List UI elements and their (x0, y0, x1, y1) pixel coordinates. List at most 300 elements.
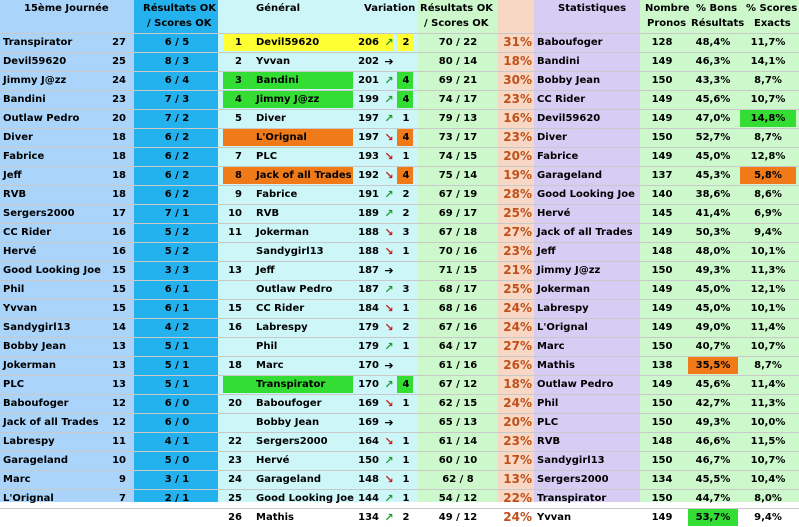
general-rank: 13 (228, 265, 242, 276)
header-row (0, 0, 799, 33)
stats-bons-pct: 42,7% (695, 398, 731, 409)
journee-player-name: PLC (3, 379, 25, 390)
stats-pronos-count: 149 (651, 512, 673, 523)
general-rank: 22 (228, 436, 242, 447)
general-player-name: Jeff (256, 265, 275, 276)
stats-bons-pct: 50,3% (695, 227, 731, 238)
general-exact-pct: 18% (503, 377, 532, 391)
stats-bons-pct: 44,7% (695, 493, 731, 504)
variation-value (400, 356, 412, 375)
general-exact-pct: 27% (503, 225, 532, 239)
general-points: 169 (358, 398, 379, 409)
stats-exacts-pct: 9,4% (754, 227, 782, 238)
general-exact-pct: 16% (503, 111, 532, 125)
general-rank: 2 (235, 56, 242, 67)
variation-arrow: ↗ (384, 93, 394, 106)
stats-player-name: Marc (537, 341, 565, 352)
journee-player-name: Marc (3, 474, 31, 485)
stats-bons-pct: 45,5% (695, 474, 731, 485)
stats-pronos-count: 128 (651, 37, 673, 48)
journee-results-ok: 6 / 2 (164, 189, 190, 200)
stats-pronos-count: 149 (651, 56, 673, 67)
general-exact-pct: 17% (503, 453, 532, 467)
general-exact-pct: 19% (503, 168, 532, 182)
variation-value: 4 (402, 132, 410, 143)
stats-exacts-pct: 8,7% (754, 360, 782, 371)
general-results-ok: 74 / 17 (438, 94, 478, 105)
journee-results-header-1: Résultats OK (143, 3, 216, 14)
general-rank: 10 (228, 208, 242, 219)
general-rank: 4 (235, 94, 242, 105)
journee-results-ok: 6 / 0 (164, 398, 190, 409)
variation-arrow: ↘ (384, 131, 394, 144)
variation-arrow: ↗ (384, 340, 394, 353)
journee-points (98, 508, 126, 527)
table-row (0, 508, 799, 527)
stats-bons-pct: 48,0% (695, 246, 731, 257)
general-player-name: Bandini (256, 75, 299, 86)
general-rank: 9 (235, 189, 242, 200)
general-exact-pct: 26% (503, 358, 532, 372)
variation-arrow: ↘ (384, 150, 394, 163)
general-exact-pct: 28% (503, 187, 532, 201)
table-row (0, 413, 799, 432)
general-exact-pct: 30% (503, 73, 532, 87)
journee-results-ok: 7 / 1 (164, 208, 190, 219)
stats-pronos-count: 138 (651, 360, 673, 371)
general-points: 188 (358, 227, 379, 238)
variation-value: 4 (402, 94, 410, 105)
stats-bons-pct: 53,7% (695, 512, 731, 523)
table-row (0, 318, 799, 337)
variation-value: 1 (402, 455, 410, 466)
stats-bons-pct: 46,6% (695, 436, 731, 447)
general-player-name: Phil (256, 341, 278, 352)
table-row (0, 451, 799, 470)
stats-pronos-count: 149 (651, 284, 673, 295)
table-row (0, 166, 799, 185)
general-exact-pct: 24% (503, 320, 532, 334)
stats-bons-pct: 46,3% (695, 56, 731, 67)
stats-bons-pct: 52,7% (695, 132, 731, 143)
general-rank (220, 242, 242, 261)
variation-value: 1 (402, 474, 410, 485)
general-results-ok: 68 / 16 (438, 303, 478, 314)
journee-player-name: Good Looking Joe (3, 265, 101, 276)
general-results-ok: 70 / 16 (438, 246, 478, 257)
stats-pronos-count: 149 (651, 379, 673, 390)
stats-exacts-pct: 10,1% (750, 246, 786, 257)
pronos-header: Pronos (647, 18, 687, 29)
journee-results-ok: 6 / 2 (164, 132, 190, 143)
stats-exacts-pct: 14,8% (750, 113, 786, 124)
stats-player-name: Phil (537, 398, 559, 409)
variation-value: 1 (402, 151, 410, 162)
journee-points: 13 (112, 341, 126, 352)
variation-arrow: ➔ (384, 359, 394, 372)
journee-player-name: Hervé (3, 246, 37, 257)
journee-points: 9 (119, 474, 126, 485)
general-rank: 23 (228, 455, 242, 466)
variation-arrow: ↘ (384, 397, 394, 410)
table-row (0, 52, 799, 71)
journee-results-ok: 5 / 0 (164, 455, 190, 466)
stats-player-name: Sergers2000 (537, 474, 609, 485)
general-points: 184 (358, 303, 379, 314)
table-row (0, 394, 799, 413)
stats-player-name: Diver (537, 132, 567, 143)
general-rank: 3 (235, 75, 242, 86)
journee-results-ok: 5 / 2 (164, 246, 190, 257)
journee-results-ok (140, 508, 214, 527)
general-points: 179 (358, 341, 379, 352)
variation-arrow: ↗ (384, 36, 394, 49)
stats-header: Statistiques (558, 3, 627, 14)
general-rank (220, 337, 242, 356)
stats-exacts-pct: 11,4% (750, 322, 786, 333)
stats-bons-pct: 41,4% (695, 208, 731, 219)
journee-player-name: Labrespy (3, 436, 55, 447)
general-points: 170 (358, 379, 379, 390)
general-rank (220, 280, 242, 299)
variation-value: 2 (402, 208, 410, 219)
general-points: 148 (358, 474, 379, 485)
stats-pronos-count: 149 (651, 303, 673, 314)
stats-player-name: L'Orignal (537, 322, 588, 333)
journee-points: 18 (112, 170, 126, 181)
journee-points: 13 (112, 360, 126, 371)
journee-results-ok: 6 / 2 (164, 151, 190, 162)
exacts-header-1: % Scores (746, 3, 798, 14)
general-rank: 24 (228, 474, 242, 485)
stats-pronos-count: 150 (651, 75, 673, 86)
variation-arrow: ↗ (384, 492, 394, 505)
variation-value: 2 (402, 189, 410, 200)
general-points: 193 (358, 151, 379, 162)
journee-points: 7 (119, 493, 126, 504)
variation-value: 3 (402, 227, 410, 238)
variation-arrow: ↘ (384, 321, 394, 334)
general-exact-pct: 23% (503, 244, 532, 258)
general-player-name: Marc (256, 360, 284, 371)
stats-bons-pct: 45,0% (695, 151, 731, 162)
variation-value: 3 (402, 284, 410, 295)
stats-exacts-pct: 8,7% (754, 75, 782, 86)
stats-pronos-count: 149 (651, 113, 673, 124)
general-points: 164 (358, 436, 379, 447)
stats-exacts-pct: 10,7% (750, 455, 786, 466)
stats-exacts-pct: 10,7% (750, 341, 786, 352)
journee-points: 11 (112, 436, 126, 447)
variation-value (400, 52, 412, 71)
general-results-ok: 64 / 17 (438, 341, 478, 352)
variation-value (400, 413, 412, 432)
stats-pronos-count: 140 (651, 189, 673, 200)
general-rank: 7 (235, 151, 242, 162)
variation-header: Variation (364, 3, 416, 14)
exacts-header-2: Exacts (754, 18, 791, 29)
bons-header-2: Résultats (691, 18, 745, 29)
general-results-ok: 62 / 15 (438, 398, 478, 409)
journee-results-ok: 4 / 2 (164, 322, 190, 333)
general-results-ok: 79 / 13 (438, 113, 478, 124)
table-row (0, 71, 799, 90)
general-rank (220, 413, 242, 432)
stats-bons-pct: 45,0% (695, 284, 731, 295)
general-points: 192 (358, 170, 379, 181)
general-exact-pct: 23% (503, 130, 532, 144)
journee-results-ok: 5 / 1 (164, 360, 190, 371)
stats-bons-pct: 45,0% (695, 303, 731, 314)
general-player-name: RVB (256, 208, 280, 219)
journee-player-name: RVB (3, 189, 27, 200)
stats-player-name: Labrespy (537, 303, 589, 314)
journee-player-name: Jeff (3, 170, 22, 181)
journee-player-name: Diver (3, 132, 33, 143)
general-results-ok: 75 / 14 (438, 170, 478, 181)
stats-player-name: Devil59620 (537, 113, 601, 124)
variation-arrow: ↗ (384, 511, 394, 524)
general-player-name: Outlaw Pedro (256, 284, 333, 295)
general-player-name: Sergers2000 (256, 436, 328, 447)
journee-player-name: Outlaw Pedro (3, 113, 80, 124)
stats-player-name: Baboufoger (537, 37, 603, 48)
bons-header-1: % Bons (696, 3, 738, 14)
general-rank: 25 (228, 493, 242, 504)
general-results-ok: 54 / 12 (438, 493, 478, 504)
general-rank: 5 (235, 113, 242, 124)
general-exact-pct: 24% (503, 396, 532, 410)
general-exact-pct: 31% (503, 35, 532, 49)
table-row (0, 33, 799, 52)
general-points: 199 (358, 94, 379, 105)
general-results-ok: 61 / 16 (438, 360, 478, 371)
general-results-header-2: / Scores OK (424, 18, 489, 29)
general-rank (220, 375, 242, 394)
general-rank: 26 (228, 512, 242, 523)
general-exact-pct: 27% (503, 339, 532, 353)
general-results-ok: 70 / 22 (438, 37, 478, 48)
general-results-ok: 73 / 17 (438, 132, 478, 143)
stats-exacts-pct: 11,7% (750, 37, 786, 48)
stats-exacts-pct: 11,4% (750, 379, 786, 390)
general-results-ok: 74 / 15 (438, 151, 478, 162)
stats-exacts-pct: 11,3% (750, 265, 786, 276)
stats-bons-pct: 35,5% (695, 360, 731, 371)
general-points: 202 (358, 56, 379, 67)
stats-exacts-pct: 12,1% (750, 284, 786, 295)
stats-pronos-count: 150 (651, 341, 673, 352)
variation-arrow: ↗ (384, 454, 394, 467)
general-points: 197 (358, 132, 379, 143)
stats-exacts-pct: 8,7% (754, 132, 782, 143)
journee-player-name: Yvvan (3, 303, 38, 314)
journee-points: 24 (112, 75, 126, 86)
journee-results-ok: 6 / 5 (164, 37, 190, 48)
general-results-ok: 80 / 14 (438, 56, 478, 67)
journee-points: 18 (112, 132, 126, 143)
general-results-ok: 67 / 16 (438, 322, 478, 333)
general-points: 179 (358, 322, 379, 333)
general-player-name: Hervé (256, 455, 290, 466)
general-results-ok: 69 / 21 (438, 75, 478, 86)
stats-exacts-pct: 10,1% (750, 303, 786, 314)
general-results-ok: 62 / 8 (442, 474, 474, 485)
stats-bons-pct: 40,7% (695, 341, 731, 352)
journee-player-name: Jack of all Trades (3, 417, 99, 428)
general-points: 206 (358, 37, 379, 48)
general-points: 191 (358, 189, 379, 200)
stats-player-name: Hervé (537, 208, 571, 219)
stats-player-name: Sandygirl13 (537, 455, 605, 466)
variation-arrow: ↘ (384, 169, 394, 182)
general-rank: 11 (228, 227, 242, 238)
table-row (0, 242, 799, 261)
general-rank: 8 (235, 170, 242, 181)
journee-results-ok: 6 / 2 (164, 170, 190, 181)
table-row (0, 489, 799, 508)
stats-pronos-count: 150 (651, 265, 673, 276)
variation-arrow: ↗ (384, 378, 394, 391)
stats-pronos-count: 150 (651, 132, 673, 143)
general-points: 197 (358, 113, 379, 124)
general-results-ok: 68 / 17 (438, 284, 478, 295)
general-exact-pct: 25% (503, 206, 532, 220)
stats-bons-pct: 49,0% (695, 322, 731, 333)
variation-value: 1 (402, 246, 410, 257)
general-exact-pct: 23% (503, 92, 532, 106)
general-player-name: Yvvan (256, 56, 291, 67)
journee-points: 15 (112, 303, 126, 314)
journee-points: 23 (112, 94, 126, 105)
general-player-name: Baboufoger (256, 398, 322, 409)
journee-points: 17 (112, 208, 126, 219)
general-results-ok: 67 / 19 (438, 189, 478, 200)
variation-value: 2 (402, 37, 410, 48)
journee-player-name: Garageland (3, 455, 69, 466)
stats-pronos-count: 148 (651, 436, 673, 447)
journee-points: 15 (112, 284, 126, 295)
general-results-ok: 69 / 17 (438, 208, 478, 219)
journee-points: 20 (112, 113, 126, 124)
variation-arrow: ↗ (384, 74, 394, 87)
journee-points: 15 (112, 265, 126, 276)
table-row (0, 223, 799, 242)
general-results-ok: 67 / 12 (438, 379, 478, 390)
stats-exacts-pct: 10,7% (750, 94, 786, 105)
journee-results-ok: 6 / 1 (164, 303, 190, 314)
journee-results-ok: 5 / 1 (164, 379, 190, 390)
stats-player-name: Jack of all Trades (537, 227, 633, 238)
stats-exacts-pct: 11,5% (750, 436, 786, 447)
general-results-ok: 67 / 18 (438, 227, 478, 238)
stats-player-name: Outlaw Pedro (537, 379, 614, 390)
journee-results-ok: 5 / 1 (164, 341, 190, 352)
journee-results-ok: 2 / 1 (164, 493, 190, 504)
stats-pronos-count: 149 (651, 151, 673, 162)
variation-arrow: ↘ (384, 302, 394, 315)
variation-arrow: ➔ (384, 264, 394, 277)
variation-arrow: ↗ (384, 283, 394, 296)
general-results-ok: 49 / 12 (438, 512, 478, 523)
stats-exacts-pct: 11,3% (750, 398, 786, 409)
table-row (0, 280, 799, 299)
stats-bons-pct: 38,6% (695, 189, 731, 200)
journee-player-name: L'Orignal (3, 493, 54, 504)
journee-player-name (3, 508, 113, 527)
stats-bons-pct: 47,0% (695, 113, 731, 124)
stats-player-name: CC Rider (537, 94, 586, 105)
variation-value: 2 (402, 512, 410, 523)
stats-pronos-count: 148 (651, 246, 673, 257)
stats-bons-pct: 48,4% (695, 37, 731, 48)
variation-value: 1 (402, 398, 410, 409)
journee-results-header-2: / Scores OK (147, 18, 212, 29)
stats-player-name: Jeff (537, 246, 556, 257)
general-exact-pct: 13% (503, 472, 532, 486)
variation-arrow: ↘ (384, 435, 394, 448)
stats-pronos-count: 150 (651, 493, 673, 504)
journee-results-ok: 7 / 2 (164, 113, 190, 124)
general-exact-pct: 18% (503, 54, 532, 68)
general-player-name: Labrespy (256, 322, 308, 333)
variation-arrow: ↗ (384, 112, 394, 125)
general-points: 187 (358, 265, 379, 276)
journee-player-name: Sandygirl13 (3, 322, 71, 333)
general-exact-pct: 20% (503, 149, 532, 163)
general-results-header-1: Résultats OK (420, 3, 493, 14)
stats-player-name: Bandini (537, 56, 580, 67)
stats-player-name: RVB (537, 436, 561, 447)
variation-value: 1 (402, 113, 410, 124)
general-points: 189 (358, 208, 379, 219)
stats-pronos-count: 149 (651, 322, 673, 333)
table-row (0, 375, 799, 394)
stats-pronos-count: 149 (651, 94, 673, 105)
general-points: 150 (358, 455, 379, 466)
general-points: 169 (358, 417, 379, 428)
general-results-ok: 65 / 13 (438, 417, 478, 428)
stats-bons-pct: 49,3% (695, 417, 731, 428)
journee-points: 18 (112, 189, 126, 200)
journee-results-ok: 7 / 3 (164, 94, 190, 105)
general-player-name: CC Rider (256, 303, 305, 314)
variation-arrow: ➔ (384, 416, 394, 429)
journee-player-name: Bandini (3, 94, 46, 105)
journee-results-ok: 6 / 4 (164, 75, 190, 86)
journee-points: 16 (112, 227, 126, 238)
stats-player-name: PLC (537, 417, 559, 428)
stats-bons-pct: 45,3% (695, 170, 731, 181)
variation-value: 4 (402, 379, 410, 390)
stats-player-name: Mathis (537, 360, 575, 371)
table-row (0, 470, 799, 489)
general-points: 187 (358, 284, 379, 295)
general-rank: 20 (228, 398, 242, 409)
variation-value (400, 261, 412, 280)
stats-bons-pct: 46,7% (695, 455, 731, 466)
stats-exacts-pct: 8,6% (754, 189, 782, 200)
journee-results-ok: 8 / 3 (164, 56, 190, 67)
variation-value: 4 (402, 170, 410, 181)
journee-points: 14 (112, 322, 126, 333)
general-results-ok: 71 / 15 (438, 265, 478, 276)
stats-player-name: Jokerman (537, 284, 590, 295)
variation-value: 1 (402, 341, 410, 352)
general-rank: 16 (228, 322, 242, 333)
journee-results-ok: 6 / 0 (164, 417, 190, 428)
general-player-name: PLC (256, 151, 278, 162)
